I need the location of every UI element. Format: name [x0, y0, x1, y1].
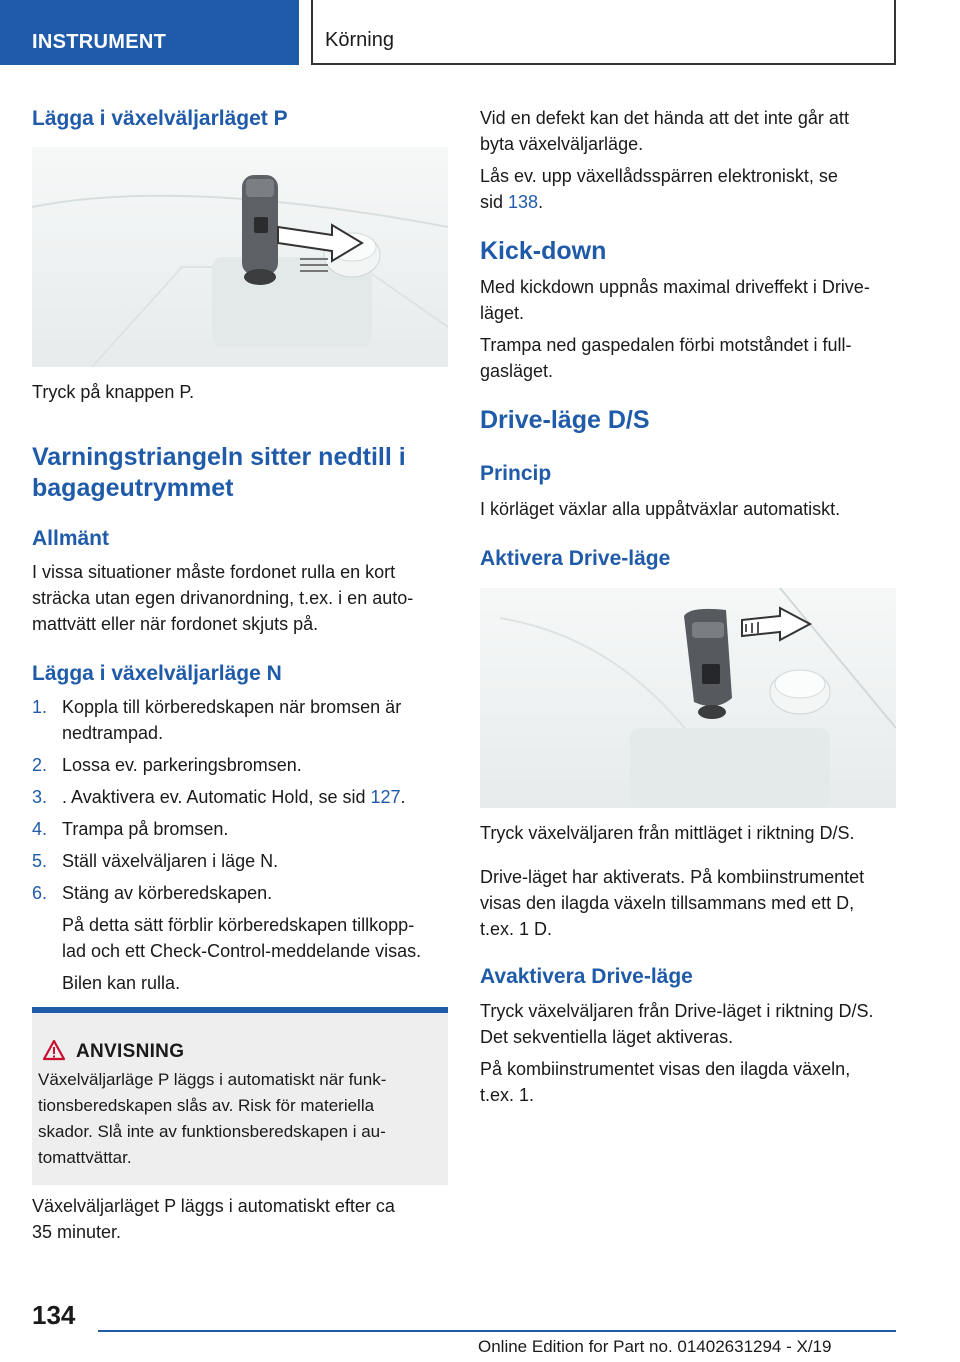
caption-drive: Tryck växelväljaren från mittläget i riktning D/S. — [480, 823, 855, 843]
notice-body — [38, 1067, 442, 1171]
heading-general: Allmänt — [32, 527, 110, 550]
page-link-127[interactable]: 127 — [370, 787, 401, 807]
list-text: nedtrampad. — [62, 723, 164, 743]
chapter-tab — [311, 0, 896, 65]
caption-park: Tryck på knappen P. — [32, 382, 195, 402]
unlock-line1: Lås ev. upp växellådsspärren elektroniskt, se — [480, 166, 838, 186]
kick-line4: gasläget. — [480, 361, 554, 381]
heading-triangle-line1: Varningstriangeln sitter nedtill i — [32, 443, 406, 471]
list-number: 1. — [32, 697, 48, 717]
result-text-line1: På detta sätt förblir körberedskapen tillkopp- — [62, 915, 415, 935]
general-text-line1: I vissa situationer måste fordonet rulla en kort — [32, 562, 396, 582]
unlock-line2 — [480, 189, 543, 215]
list-item — [32, 784, 452, 810]
heading-triangle-line2: bagageutrymmet — [32, 474, 234, 502]
list-item — [32, 752, 452, 778]
kick-line2: läget. — [480, 303, 525, 323]
warning-icon — [42, 1039, 66, 1061]
deactivate-line1: Tryck växelväljaren från Drive-läget i riktning D/S. — [480, 1001, 874, 1021]
notice-line2: tionsberedskapen slås av. Risk för materiella — [38, 1096, 375, 1115]
activated-line3: t.ex. 1 D. — [480, 919, 553, 939]
footer-divider — [98, 1330, 896, 1332]
heading-drive-mode: Drive-läge D/S — [480, 406, 650, 434]
list-text: Trampa på bromsen. — [62, 819, 229, 839]
list-item — [32, 694, 452, 746]
notice-line4: tomattvättar. — [38, 1148, 132, 1167]
list-number: 5. — [32, 851, 48, 871]
chapter-title: Körning — [325, 29, 394, 51]
list-text — [62, 784, 452, 810]
deactivate-line3: På kombiinstrumentet visas den ilagda växeln, — [480, 1059, 851, 1079]
notice-line3: skador. Slå inte av funktionsberedskapen i au- — [38, 1122, 386, 1141]
list-number: 6. — [32, 883, 48, 903]
heading-activate: Aktivera Drive-läge — [480, 547, 671, 570]
list-number: 3. — [32, 787, 48, 807]
principle-text: I körläget växlar alla uppåtväxlar automatiskt. — [480, 499, 841, 519]
unlock-suffix: . — [538, 192, 544, 212]
deactivate-line2: Det sekventiella läget aktiveras. — [480, 1027, 734, 1047]
result-text-line3: Bilen kan rulla. — [62, 973, 181, 993]
list-text: Koppla till körberedskapen när bromsen är — [62, 697, 402, 717]
list-text: Stäng av körberedskapen. — [62, 883, 273, 903]
page-number: 134 — [32, 1300, 76, 1330]
defect-line1: Vid en defekt kan det hända att det inte går att — [480, 108, 849, 128]
activated-line2: visas den ilagda växeln tillsammans med ett D, — [480, 893, 855, 913]
gear-selector-ds-illustration — [480, 588, 896, 808]
general-text-line3: mattvätt eller när fordonet skjuts på. — [32, 614, 319, 634]
defect-line2: byta växelväljarläge. — [480, 134, 644, 154]
notice-title: ANVISNING — [76, 1041, 185, 1062]
gear-selector-ds-image — [480, 588, 896, 808]
kick-line1: Med kickdown uppnås maximal driveffekt i Drive- — [480, 277, 870, 297]
list-item — [32, 848, 452, 874]
list-text: Ställ växelväljaren i läge N. — [62, 851, 279, 871]
list-number: 4. — [32, 819, 48, 839]
general-text-line2: sträcka utan egen drivanordning, t.ex. i en auto- — [32, 588, 414, 608]
result-text-line2: lad och ett Check-Control-meddelande visas. — [62, 941, 422, 961]
deactivate-line4: t.ex. 1. — [480, 1085, 535, 1105]
list-text: Lossa ev. parkeringsbromsen. — [62, 755, 302, 775]
auto-park-line2: 35 minuter. — [32, 1222, 122, 1242]
list-item — [32, 816, 452, 842]
notice-box — [32, 1007, 448, 1185]
page-link-138[interactable]: 138 — [508, 192, 539, 212]
section-tab — [0, 0, 299, 65]
unlock-prefix: sid — [480, 192, 509, 212]
heading-principle: Princip — [480, 462, 552, 485]
list-item — [32, 880, 452, 906]
heading-neutral: Lägga i växelväljarläge N — [32, 662, 282, 685]
auto-park-line1: Växelväljarläget P läggs i automatiskt efter ca — [32, 1196, 395, 1216]
heading-kickdown: Kick-down — [480, 237, 607, 265]
edition-text: Online Edition for Part no. 01402631294 - X/19 — [478, 1337, 832, 1356]
list-text-end: . — [400, 787, 406, 807]
section-title: INSTRUMENT — [32, 31, 167, 53]
list-number: 2. — [32, 755, 48, 775]
heading-deactivate: Avaktivera Drive-läge — [480, 965, 693, 988]
gear-selector-p-image — [32, 147, 448, 367]
list-text-main: . Avaktivera ev. Automatic Hold, se sid — [62, 787, 371, 807]
heading-park: Lägga i växelväljarläget P — [32, 107, 288, 130]
notice-line1: Växelväljarläge P läggs i automatiskt när funk- — [38, 1070, 387, 1089]
kick-line3: Trampa ned gaspedalen förbi motståndet i full- — [480, 335, 852, 355]
activated-line1: Drive-läget har aktiverats. På kombiinstrumentet — [480, 867, 865, 887]
gear-selector-p-illustration — [32, 147, 448, 367]
